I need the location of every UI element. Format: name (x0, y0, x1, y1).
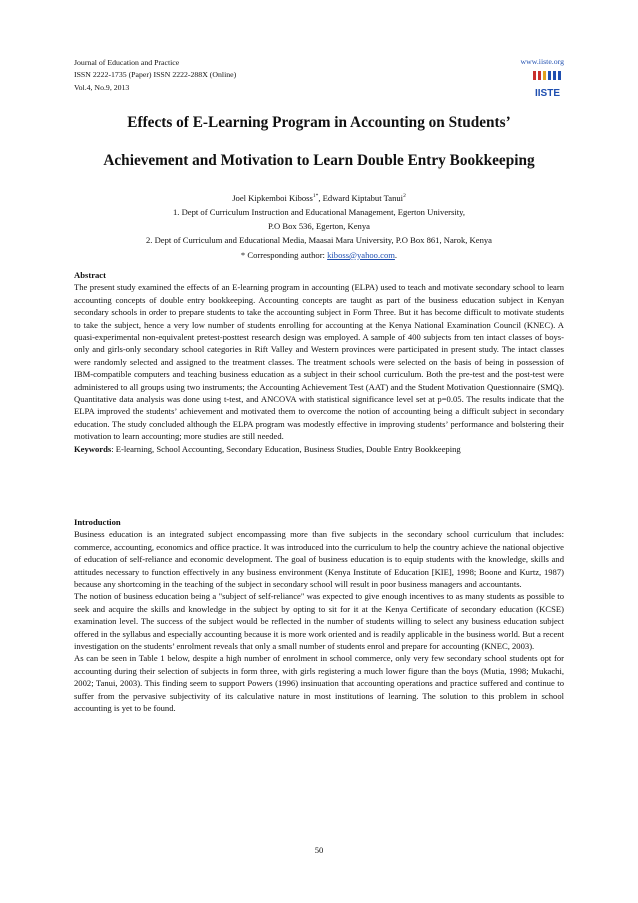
introduction-section (74, 516, 564, 715)
journal-header (74, 57, 374, 94)
page-number: 50 (314, 845, 324, 855)
journal-issn: ISSN 2222-1735 (Paper) ISSN 2222-288X (Online) (74, 70, 237, 80)
email-link[interactable]: kiboss@yahoo.com (327, 249, 395, 260)
corresponding-author: * Corresponding author: kiboss@yahoo.com. (240, 249, 398, 260)
journal-name: Journal of Education and Practice (74, 58, 180, 67)
affiliation-1: 1. Dept of Curriculum Instruction and Educational Management, Egerton University, (172, 207, 466, 218)
intro-paragraph-1: Business education is an integrated subject encompassing more than five subjects in the secondary school curriculum that includes: commerce, accounting, economics and office practice. It was introduced into the curriculum to help the country achieve the national objective of education of self-reliance and economic development. The goal of business education is to equip students with the knowledge, skills and attitudes necessary to function effectively in any business environment (Kenya Institute of Education [KIE], 1998; Boone and Kurtz, 1987) because any shortcoming in the teaching of the subject in secondary school will result in poor business managers and accountants. (74, 529, 564, 590)
journal-website-link[interactable]: www.iiste.org (520, 57, 564, 66)
logo-mark-icon (533, 71, 561, 80)
logo-text: IISTE (534, 88, 561, 99)
abstract-heading: Abstract (74, 270, 106, 280)
paper-title-line-2: Achievement and Motivation to Learn Double Entry Bookkeeping (103, 152, 535, 169)
intro-paragraph-2: The notion of business education being a "subject of self-reliance" was expected to give enough incentives to as many students as possible to seek and acquire the skills and knowledge in the subject by opting to sit for it at the Kenya Certificate of secondary education (KCSE) examination level. The success of the subject would be reflected in the number of students willing to select any business education subject offered in the syllabus and especially accounting because it is more work oriented and is readily applicable in the business world. But a recent investigation on the students’ enrolment reveals that only a small number of students enrol and prepare for accounting (KNEC, 2003). (74, 591, 564, 652)
iiste-logo (531, 70, 564, 100)
abstract-text: The present study examined the effects of an E-learning program in accounting (ELPA) used to teach and motivate secondary school to learn accounting concepts of double entry bookkeeping. Accounting concepts are taught as part of the business education subject in Kenyan secondary schools in order to prepare students to take the accounting subject in Form Three. But it has become difficult to motivate students to take the subject, hence a very low number of students enrolling for accounting at the Kenya National Examination Council (KNEC). A quasi-experimental non-equivalent pretest-posttest research design was employed. A sample of 400 subjects from ten intact classes of boys-only and girls-only secondary school categories in Rift Valley and Western provinces were participated in present study. The intact classes were randomly selected and assigned to the treatment classes. The treatment schools were selected on the basis of being in possession of IBM-compatible computers and teaching business education as a subject in their school curriculum. Both the pre-test and the post-test were administered to all groups using two instruments; the Accounting Achievement Test (AAT) and the Student Motivation Questionnaire (SMQ). Quantitative data analysis was done using t-test, and ANCOVA with statistical significance level set at p=0.05. The results indicate that the ELPA improved the students’ achievement and motivated them to overcome the notion of accounting being a difficult subject in secondary education. The study concluded although the ELPA program was modestly effective in improving students’ performance and bolstering their motivation to learn accounting; more studies are still needed. (74, 282, 564, 442)
intro-paragraph-3: As can be seen in Table 1 below, despite a high number of enrolment in school commerce, only very few secondary school students opt for accounting during their selection of subjects in form three, with girls registering a much lower figure than the boys (Mutia, 1998; Mukachi, 2002; Tanui, 2003). This finding seem to support Powers (1996) insinuation that accounting operations and practice suffered and continue to suffer from the pervasive subjectivity of its calculative nature in most institutions of learning. The solution to this problem in school accounting is yet to be found. (74, 653, 564, 714)
affiliation-2: 2. Dept of Curriculum and Educational Media, Maasai Mara University, P.O Box 861, Narok, Kenya (146, 235, 492, 246)
author-names: Joel Kipkemboi Kiboss$^{1*}$, Edward Kiptabut Tanui$^2$ (232, 192, 406, 203)
introduction-heading: Introduction (74, 517, 121, 527)
affiliation-1-address: P.O Box 536, Egerton, Kenya (268, 221, 370, 232)
journal-volume: Vol.4, No.9, 2013 (74, 82, 130, 92)
abstract-section (74, 269, 564, 455)
author-block (60, 189, 578, 262)
paper-title-line-1: Effects of E-Learning Program in Accounting on Students’ (127, 114, 511, 131)
keywords: Keywords: E-learning, School Accounting, Secondary Education, Business Studies, Double Entry Bookkeeping (74, 443, 461, 454)
